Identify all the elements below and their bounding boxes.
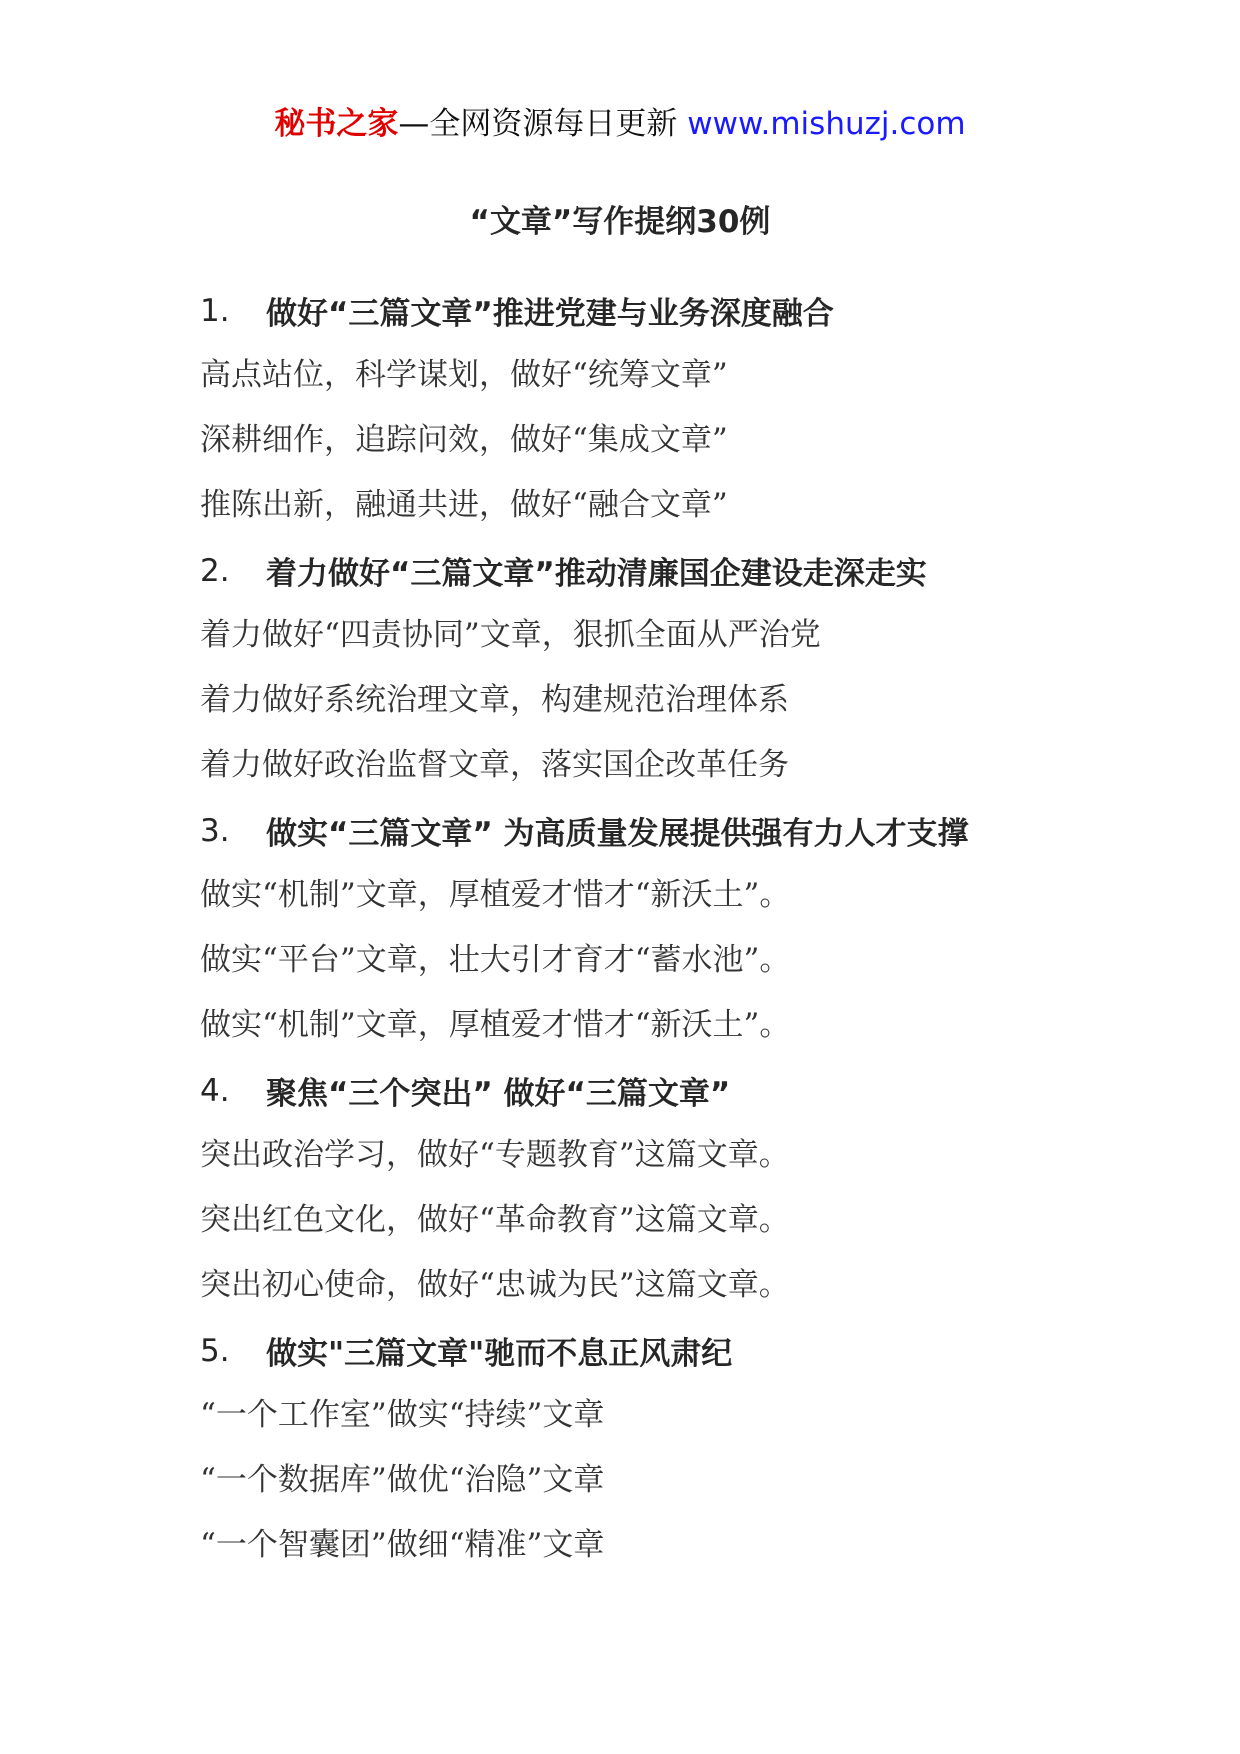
site-slogan: —全网资源每日更新 xyxy=(398,106,688,142)
site-brand: 秘书之家 xyxy=(274,106,399,142)
section-heading-text: 做好“三篇文章”推进党建与业务深度融合 xyxy=(266,296,834,332)
list-item: 突出初心使命，做好“忠诚为民”这篇文章。 xyxy=(200,1267,790,1303)
list-item: “一个智囊团”做细“精准”文章 xyxy=(200,1527,605,1563)
site-url-link[interactable]: www.mishuzj.com xyxy=(687,106,966,142)
document-body xyxy=(200,278,1200,1578)
section-5 xyxy=(200,1318,1200,1578)
section-heading xyxy=(200,798,1200,863)
section-heading-text: 聚焦“三个突出” 做好“三篇文章” xyxy=(266,1076,731,1112)
list-item: 着力做好政治监督文章，落实国企改革任务 xyxy=(200,747,789,783)
section-heading xyxy=(200,1058,1200,1123)
section-number: 3. xyxy=(200,812,230,849)
section-heading xyxy=(200,278,1200,343)
list-item: 深耕细作，追踪问效，做好“集成文章” xyxy=(200,422,728,458)
list-item: 着力做好“四责协同”文章，狠抓全面从严治党 xyxy=(200,617,821,653)
section-3 xyxy=(200,798,1200,1058)
list-item: 突出政治学习，做好“专题教育”这篇文章。 xyxy=(200,1137,790,1173)
section-4 xyxy=(200,1058,1200,1318)
list-item: “一个工作室”做实“持续”文章 xyxy=(200,1397,605,1433)
section-2 xyxy=(200,538,1200,798)
section-1 xyxy=(200,278,1200,538)
list-item: 做实“机制”文章，厚植爱才惜才“新沃土”。 xyxy=(200,1007,791,1043)
list-item: 做实“机制”文章，厚植爱才惜才“新沃土”。 xyxy=(200,877,791,913)
section-heading-text: 着力做好“三篇文章”推动清廉国企建设走深走实 xyxy=(266,556,927,592)
section-number: 2. xyxy=(200,552,230,589)
section-number: 5. xyxy=(200,1332,230,1369)
document-title: “文章”写作提纲30例 xyxy=(469,204,771,240)
list-item: 着力做好系统治理文章，构建规范治理体系 xyxy=(200,682,789,718)
section-heading xyxy=(200,1318,1200,1383)
section-number: 4. xyxy=(200,1072,230,1109)
section-heading-text: 做实"三篇文章"驰而不息正风肃纪 xyxy=(266,1336,733,1372)
site-header xyxy=(0,100,1240,148)
list-item: 做实“平台”文章，壮大引才育才“蓄水池”。 xyxy=(200,942,791,978)
section-heading xyxy=(200,538,1200,603)
list-item: 推陈出新，融通共进，做好“融合文章” xyxy=(200,487,728,523)
list-item: 高点站位，科学谋划，做好“统筹文章” xyxy=(200,357,728,393)
section-number: 1. xyxy=(200,292,230,329)
list-item: 突出红色文化，做好“革命教育”这篇文章。 xyxy=(200,1202,790,1238)
section-heading-text: 做实“三篇文章” 为高质量发展提供强有力人才支撑 xyxy=(266,816,969,852)
list-item: “一个数据库”做优“治隐”文章 xyxy=(200,1462,605,1498)
